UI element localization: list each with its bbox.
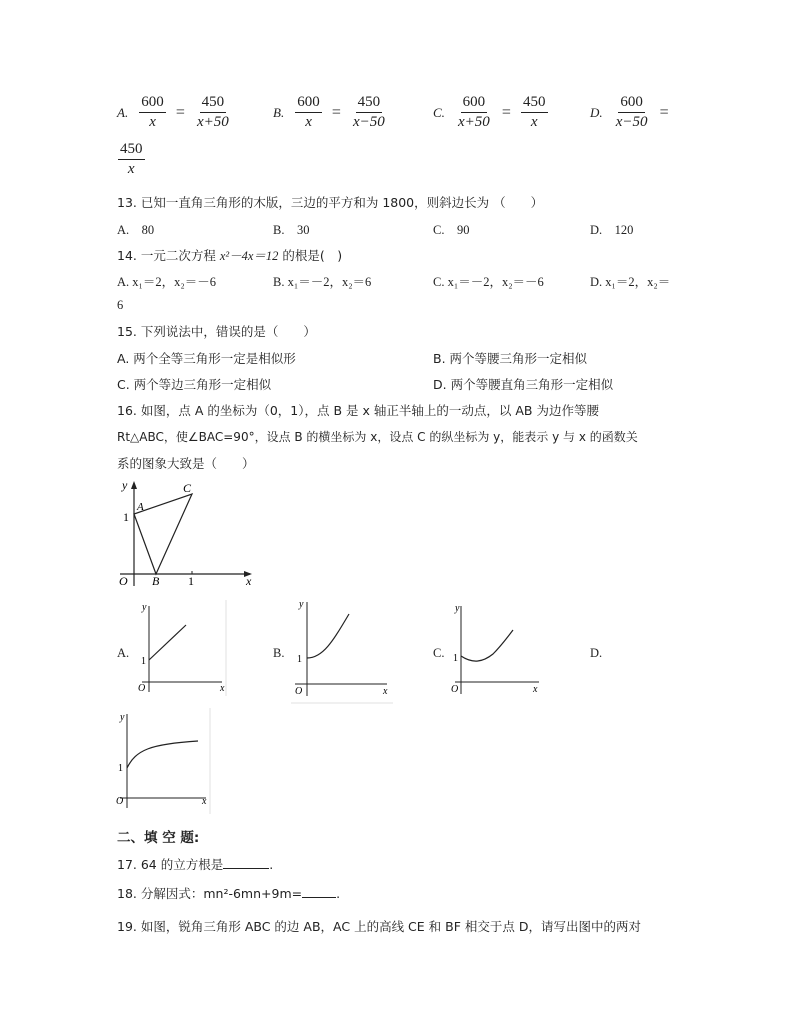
graph-label-o: O [295,686,303,697]
numerator: 450 [200,95,227,113]
denominator: x+50 [458,113,490,130]
fraction [139,95,166,131]
q13-option-a: A. 80 [117,223,155,237]
fraction [118,142,145,178]
label-o: O [119,574,128,588]
equals-sign: = [175,103,185,121]
numerator: 600 [139,95,166,113]
curve-line [149,625,186,660]
numerator: 450 [356,95,383,113]
q16-line-3: 系的图象大致是（ ） [117,456,255,471]
fraction [456,95,492,131]
option-letter: C. [433,105,445,121]
q14-stem-post: 的根是( ) [278,248,343,263]
label-one-y: 1 [123,510,129,524]
fraction [295,95,322,131]
option-letter: B. [273,105,285,121]
q18 [117,884,340,902]
choice-label-c: C. [433,646,445,660]
option-letter: A. [117,105,129,121]
label-b: B [152,574,160,588]
section-heading: 二、填 空 题: [117,830,200,846]
label-c: C [183,481,192,495]
numerator: 450 [521,95,548,113]
graph-label-x: x [533,684,538,695]
denominator: x+50 [197,113,229,130]
q18-period: . [336,886,341,901]
curve-dip [461,630,513,661]
q14-option-d: D. x₁＝2，x₂＝ [590,275,671,289]
q13-stem: 13. 已知一直角三角形的木版，三边的平方和为 1800，则斜边长为 （ ） [117,195,544,210]
q15-option-b: B. 两个等腰三角形一定相似 [433,351,588,366]
fraction [614,95,650,131]
q19-text: 19. 如图，锐角三角形 ABC 的边 AB，AC 上的高线 CE 和 BF 相交于点 D，请写出图中的两对 [117,919,641,934]
graph-label-o: O [116,796,124,807]
denominator: x [530,113,538,130]
graph-d [114,708,212,814]
q17 [117,855,273,873]
q15-option-a: A. 两个全等三角形一定是相似形 [117,351,296,366]
graph-label-one: 1 [118,763,123,774]
graph-label-y: y [142,602,147,613]
q12-option-a [117,95,231,131]
numerator: 600 [461,95,488,113]
label-x: x [246,574,252,588]
graph-label-o: O [451,684,459,695]
q18-text: 18. 分解因式：mn²-6mn+9m= [117,886,303,901]
numerator: 600 [295,95,322,113]
denominator: x [127,160,135,177]
option-letter: D. [590,105,603,121]
label-one-x: 1 [188,574,194,588]
q14-option-b: B. x₁＝－2，x₂＝6 [273,275,372,289]
equals-sign: = [501,103,511,121]
graph-b [291,596,393,704]
equals-sign: = [659,103,669,121]
graph-label-o: O [138,683,146,694]
graph-label-y: y [299,599,304,610]
choice-label-b: B. [273,646,285,660]
graph-label-y: y [120,712,125,723]
choice-label-d: D. [590,646,603,660]
denominator: x [149,113,156,130]
q12-option-c [433,95,548,131]
graph-a [136,600,228,696]
q14-equation: x²－4x＝12 [219,249,279,263]
q14-stem [117,246,342,264]
q13-option-c: C. 90 [433,223,470,237]
q13-option-b: B. 30 [273,223,310,237]
q13-option-d: D. 120 [590,223,634,237]
equals-sign: = [331,103,341,121]
fraction [521,95,548,131]
denominator: x−50 [353,113,385,130]
y-axis-arrow [131,481,137,489]
q14-option-c: C. x₁＝－2，x₂＝－6 [433,275,544,289]
numerator: 600 [618,95,645,113]
graph-label-x: x [202,796,207,807]
answer-blank[interactable] [302,897,336,898]
curve-concave [127,741,198,768]
graph-label-x: x [220,683,225,694]
q12-option-d-wrap [118,142,145,178]
q16-figure [112,474,262,590]
label-a: A [137,501,144,513]
denominator: x [305,113,312,130]
fraction [351,95,387,131]
q17-period: . [269,857,274,872]
answer-blank[interactable] [223,868,269,869]
graph-label-one: 1 [141,656,146,667]
curve-convex [307,614,349,658]
q15-option-d: D. 两个等腰直角三角形一定相似 [433,377,614,392]
denominator: x−50 [615,113,648,130]
choice-label-a: A. [117,646,130,660]
q16-line-2: Rt△ABC，使∠BAC=90°，设点 B 的横坐标为 x，设点 C 的纵坐标为 y，能表示 y 与 x 的函数关 [117,430,638,444]
label-y: y [122,478,128,492]
q14-option-a: A. x₁＝2，x₂＝－6 [117,275,216,289]
graph-label-one: 1 [297,654,302,665]
graph-label-one: 1 [453,653,458,664]
q15-stem: 15. 下列说法中，错误的是（ ） [117,324,316,339]
q14-stem-pre: 14. 一元二次方程 [117,248,220,263]
q14-option-d-wrap: 6 [117,298,124,312]
graph-label-x: x [383,686,388,697]
q12-option-b [273,95,387,131]
graph-label-y: y [455,603,460,614]
q17-text: 17. 64 的立方根是 [117,857,224,872]
q12-option-d [590,95,674,131]
graph-c [451,600,543,700]
q16-line-1: 16. 如图，点 A 的坐标为（0，1），点 B 是 x 轴正半轴上的一动点，以 AB 为边作等腰 [117,403,599,418]
numerator: 450 [118,142,145,160]
q15-option-c: C. 两个等边三角形一定相似 [117,377,272,392]
fraction [195,95,231,131]
